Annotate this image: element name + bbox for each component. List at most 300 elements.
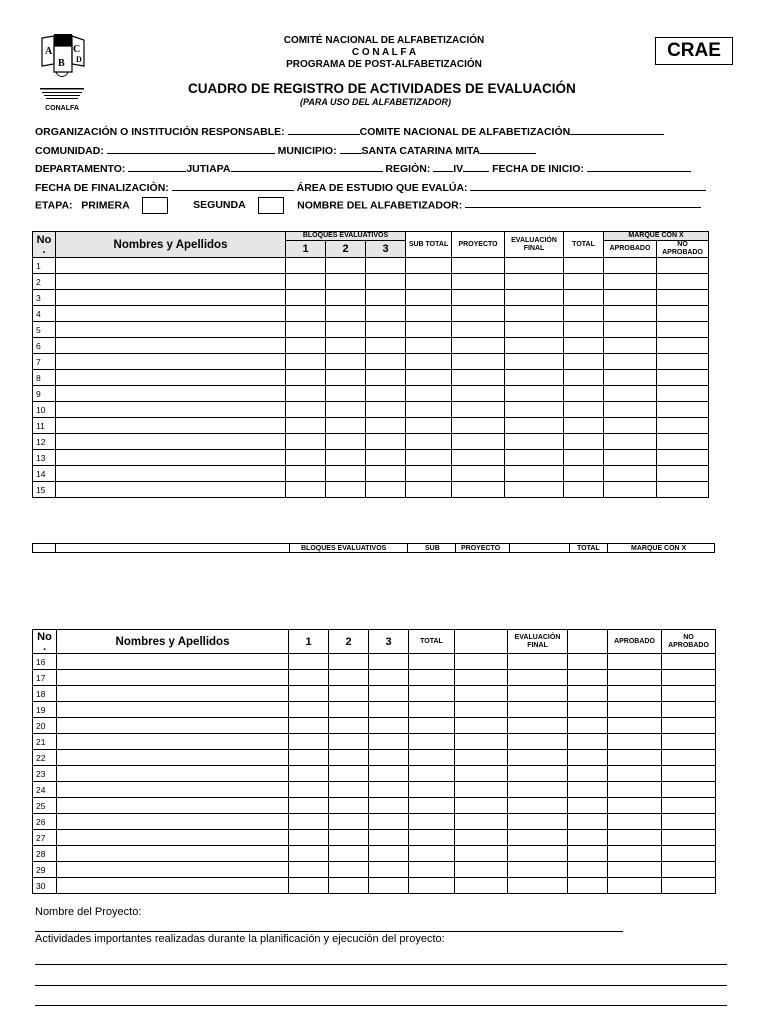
name-cell[interactable] [56,274,286,290]
actividades-line-3[interactable] [35,1005,727,1006]
score-cell[interactable] [455,670,508,686]
score-cell[interactable] [505,354,564,370]
score-cell[interactable] [568,766,608,782]
score-cell[interactable] [366,290,406,306]
score-cell[interactable] [326,386,366,402]
score-cell[interactable] [406,418,452,434]
score-cell[interactable] [662,782,716,798]
score-cell[interactable] [452,274,505,290]
score-cell[interactable] [452,434,505,450]
score-cell[interactable] [289,814,329,830]
score-cell[interactable] [662,846,716,862]
score-cell[interactable] [289,878,329,894]
score-cell[interactable] [289,702,329,718]
score-cell[interactable] [657,450,709,466]
score-cell[interactable] [369,670,409,686]
score-cell[interactable] [369,734,409,750]
score-cell[interactable] [326,306,366,322]
score-cell[interactable] [508,686,568,702]
score-cell[interactable] [406,466,452,482]
score-cell[interactable] [366,402,406,418]
score-cell[interactable] [409,750,455,766]
score-cell[interactable] [604,370,657,386]
score-cell[interactable] [409,702,455,718]
score-cell[interactable] [564,258,604,274]
score-cell[interactable] [409,654,455,670]
score-cell[interactable] [289,718,329,734]
score-cell[interactable] [455,654,508,670]
score-cell[interactable] [409,670,455,686]
departamento-blank[interactable] [128,161,186,172]
score-cell[interactable] [329,718,369,734]
score-cell[interactable] [505,466,564,482]
score-cell[interactable] [286,258,326,274]
score-cell[interactable] [289,766,329,782]
score-cell[interactable] [369,846,409,862]
score-cell[interactable] [286,354,326,370]
score-cell[interactable] [406,370,452,386]
score-cell[interactable] [452,306,505,322]
score-cell[interactable] [369,862,409,878]
score-cell[interactable] [329,814,369,830]
name-cell[interactable] [57,686,289,702]
score-cell[interactable] [406,338,452,354]
score-cell[interactable] [452,338,505,354]
score-cell[interactable] [508,766,568,782]
score-cell[interactable] [662,814,716,830]
score-cell[interactable] [286,402,326,418]
score-cell[interactable] [406,274,452,290]
score-cell[interactable] [406,402,452,418]
score-cell[interactable] [329,862,369,878]
score-cell[interactable] [366,274,406,290]
score-cell[interactable] [406,386,452,402]
score-cell[interactable] [662,686,716,702]
org-blank[interactable] [288,124,360,135]
score-cell[interactable] [406,306,452,322]
score-cell[interactable] [508,878,568,894]
score-cell[interactable] [455,734,508,750]
score-cell[interactable] [564,338,604,354]
score-cell[interactable] [662,798,716,814]
score-cell[interactable] [329,782,369,798]
score-cell[interactable] [508,734,568,750]
score-cell[interactable] [366,306,406,322]
score-cell[interactable] [455,862,508,878]
name-cell[interactable] [56,370,286,386]
actividades-line-2[interactable] [35,985,727,986]
segunda-checkbox[interactable] [258,197,284,214]
name-cell[interactable] [57,862,289,878]
score-cell[interactable] [568,846,608,862]
score-cell[interactable] [604,450,657,466]
score-cell[interactable] [608,782,662,798]
score-cell[interactable] [662,702,716,718]
score-cell[interactable] [289,734,329,750]
name-cell[interactable] [56,290,286,306]
score-cell[interactable] [604,274,657,290]
score-cell[interactable] [505,434,564,450]
score-cell[interactable] [568,734,608,750]
score-cell[interactable] [455,782,508,798]
score-cell[interactable] [568,798,608,814]
score-cell[interactable] [329,878,369,894]
score-cell[interactable] [369,830,409,846]
score-cell[interactable] [662,718,716,734]
score-cell[interactable] [608,814,662,830]
score-cell[interactable] [409,734,455,750]
score-cell[interactable] [366,338,406,354]
name-cell[interactable] [57,734,289,750]
name-cell[interactable] [57,718,289,734]
score-cell[interactable] [455,846,508,862]
score-cell[interactable] [608,798,662,814]
score-cell[interactable] [657,482,709,498]
score-cell[interactable] [508,798,568,814]
score-cell[interactable] [326,290,366,306]
score-cell[interactable] [369,686,409,702]
score-cell[interactable] [568,654,608,670]
score-cell[interactable] [657,402,709,418]
score-cell[interactable] [366,418,406,434]
score-cell[interactable] [409,862,455,878]
name-cell[interactable] [56,354,286,370]
score-cell[interactable] [326,450,366,466]
score-cell[interactable] [604,402,657,418]
score-cell[interactable] [508,702,568,718]
score-cell[interactable] [604,322,657,338]
score-cell[interactable] [452,450,505,466]
score-cell[interactable] [608,670,662,686]
score-cell[interactable] [455,702,508,718]
score-cell[interactable] [369,798,409,814]
score-cell[interactable] [289,782,329,798]
score-cell[interactable] [455,750,508,766]
score-cell[interactable] [505,450,564,466]
score-cell[interactable] [657,322,709,338]
name-cell[interactable] [57,798,289,814]
primera-checkbox[interactable] [142,197,168,214]
name-cell[interactable] [57,750,289,766]
comunidad-field[interactable] [107,143,275,154]
area-field[interactable] [470,180,706,191]
score-cell[interactable] [329,830,369,846]
score-cell[interactable] [505,274,564,290]
score-cell[interactable] [326,418,366,434]
score-cell[interactable] [452,466,505,482]
score-cell[interactable] [657,338,709,354]
departamento-blank-2[interactable] [231,161,383,172]
score-cell[interactable] [366,466,406,482]
score-cell[interactable] [568,830,608,846]
score-cell[interactable] [608,750,662,766]
score-cell[interactable] [289,830,329,846]
score-cell[interactable] [568,686,608,702]
score-cell[interactable] [662,750,716,766]
score-cell[interactable] [608,718,662,734]
score-cell[interactable] [409,782,455,798]
score-cell[interactable] [564,450,604,466]
score-cell[interactable] [505,290,564,306]
score-cell[interactable] [505,482,564,498]
score-cell[interactable] [662,862,716,878]
score-cell[interactable] [286,370,326,386]
score-cell[interactable] [326,402,366,418]
name-cell[interactable] [57,782,289,798]
name-cell[interactable] [57,654,289,670]
score-cell[interactable] [508,782,568,798]
score-cell[interactable] [452,354,505,370]
score-cell[interactable] [329,654,369,670]
name-cell[interactable] [56,258,286,274]
score-cell[interactable] [326,338,366,354]
score-cell[interactable] [604,290,657,306]
score-cell[interactable] [604,482,657,498]
score-cell[interactable] [286,338,326,354]
score-cell[interactable] [286,322,326,338]
score-cell[interactable] [564,274,604,290]
score-cell[interactable] [505,322,564,338]
score-cell[interactable] [564,386,604,402]
score-cell[interactable] [326,434,366,450]
score-cell[interactable] [657,306,709,322]
score-cell[interactable] [289,686,329,702]
score-cell[interactable] [326,274,366,290]
score-cell[interactable] [564,290,604,306]
score-cell[interactable] [409,718,455,734]
name-cell[interactable] [56,434,286,450]
score-cell[interactable] [452,402,505,418]
score-cell[interactable] [286,434,326,450]
score-cell[interactable] [604,354,657,370]
score-cell[interactable] [409,766,455,782]
fecha-inicio-field[interactable] [587,161,691,172]
score-cell[interactable] [564,402,604,418]
score-cell[interactable] [564,370,604,386]
score-cell[interactable] [662,766,716,782]
score-cell[interactable] [604,306,657,322]
name-cell[interactable] [57,702,289,718]
score-cell[interactable] [289,846,329,862]
name-cell[interactable] [57,878,289,894]
score-cell[interactable] [452,370,505,386]
name-cell[interactable] [57,766,289,782]
score-cell[interactable] [564,354,604,370]
score-cell[interactable] [326,466,366,482]
score-cell[interactable] [369,702,409,718]
score-cell[interactable] [568,782,608,798]
score-cell[interactable] [505,306,564,322]
score-cell[interactable] [455,878,508,894]
score-cell[interactable] [329,686,369,702]
score-cell[interactable] [369,766,409,782]
name-cell[interactable] [57,670,289,686]
score-cell[interactable] [568,702,608,718]
score-cell[interactable] [608,702,662,718]
score-cell[interactable] [286,306,326,322]
score-cell[interactable] [455,718,508,734]
score-cell[interactable] [409,686,455,702]
score-cell[interactable] [369,782,409,798]
score-cell[interactable] [329,734,369,750]
score-cell[interactable] [568,862,608,878]
score-cell[interactable] [455,686,508,702]
score-cell[interactable] [326,354,366,370]
score-cell[interactable] [657,354,709,370]
score-cell[interactable] [369,654,409,670]
score-cell[interactable] [286,466,326,482]
score-cell[interactable] [366,386,406,402]
score-cell[interactable] [286,290,326,306]
score-cell[interactable] [608,686,662,702]
score-cell[interactable] [568,670,608,686]
score-cell[interactable] [608,654,662,670]
score-cell[interactable] [662,878,716,894]
score-cell[interactable] [505,370,564,386]
score-cell[interactable] [369,814,409,830]
name-cell[interactable] [56,386,286,402]
score-cell[interactable] [455,798,508,814]
score-cell[interactable] [409,798,455,814]
score-cell[interactable] [508,862,568,878]
score-cell[interactable] [564,482,604,498]
score-cell[interactable] [366,482,406,498]
score-cell[interactable] [366,258,406,274]
score-cell[interactable] [657,290,709,306]
score-cell[interactable] [568,750,608,766]
score-cell[interactable] [326,370,366,386]
score-cell[interactable] [564,434,604,450]
score-cell[interactable] [508,670,568,686]
score-cell[interactable] [505,418,564,434]
proyecto-line[interactable] [35,931,623,932]
score-cell[interactable] [286,482,326,498]
score-cell[interactable] [409,814,455,830]
score-cell[interactable] [657,258,709,274]
score-cell[interactable] [568,878,608,894]
score-cell[interactable] [329,670,369,686]
score-cell[interactable] [657,434,709,450]
name-cell[interactable] [56,306,286,322]
score-cell[interactable] [505,402,564,418]
score-cell[interactable] [608,734,662,750]
score-cell[interactable] [608,846,662,862]
score-cell[interactable] [508,846,568,862]
score-cell[interactable] [452,482,505,498]
score-cell[interactable] [329,766,369,782]
score-cell[interactable] [657,466,709,482]
score-cell[interactable] [329,798,369,814]
score-cell[interactable] [369,878,409,894]
score-cell[interactable] [326,258,366,274]
score-cell[interactable] [508,814,568,830]
actividades-line-1[interactable] [35,964,727,965]
score-cell[interactable] [326,482,366,498]
score-cell[interactable] [329,750,369,766]
score-cell[interactable] [366,322,406,338]
score-cell[interactable] [657,370,709,386]
municipio-blank[interactable] [340,143,362,154]
alfabetizador-field[interactable] [465,197,701,208]
score-cell[interactable] [662,670,716,686]
score-cell[interactable] [366,434,406,450]
score-cell[interactable] [406,258,452,274]
score-cell[interactable] [604,258,657,274]
name-cell[interactable] [57,846,289,862]
region-blank[interactable] [433,161,453,172]
score-cell[interactable] [286,418,326,434]
score-cell[interactable] [608,878,662,894]
score-cell[interactable] [409,846,455,862]
fecha-fin-field[interactable] [172,180,294,191]
score-cell[interactable] [369,750,409,766]
score-cell[interactable] [608,862,662,878]
score-cell[interactable] [568,718,608,734]
score-cell[interactable] [286,386,326,402]
name-cell[interactable] [56,466,286,482]
score-cell[interactable] [289,670,329,686]
score-cell[interactable] [406,322,452,338]
score-cell[interactable] [329,846,369,862]
score-cell[interactable] [455,766,508,782]
score-cell[interactable] [564,418,604,434]
score-cell[interactable] [604,434,657,450]
name-cell[interactable] [56,338,286,354]
score-cell[interactable] [452,322,505,338]
score-cell[interactable] [409,830,455,846]
score-cell[interactable] [564,466,604,482]
score-cell[interactable] [366,354,406,370]
score-cell[interactable] [508,654,568,670]
score-cell[interactable] [657,274,709,290]
score-cell[interactable] [604,386,657,402]
score-cell[interactable] [657,386,709,402]
name-cell[interactable] [56,418,286,434]
score-cell[interactable] [455,830,508,846]
score-cell[interactable] [286,274,326,290]
score-cell[interactable] [406,450,452,466]
region-blank-2[interactable] [463,161,489,172]
municipio-blank-2[interactable] [480,143,536,154]
score-cell[interactable] [406,482,452,498]
score-cell[interactable] [657,418,709,434]
name-cell[interactable] [56,482,286,498]
score-cell[interactable] [564,322,604,338]
score-cell[interactable] [289,862,329,878]
score-cell[interactable] [508,718,568,734]
score-cell[interactable] [326,322,366,338]
score-cell[interactable] [508,830,568,846]
org-blank-2[interactable] [570,124,664,135]
score-cell[interactable] [366,370,406,386]
score-cell[interactable] [369,718,409,734]
score-cell[interactable] [452,386,505,402]
score-cell[interactable] [452,290,505,306]
score-cell[interactable] [505,386,564,402]
score-cell[interactable] [608,766,662,782]
score-cell[interactable] [662,830,716,846]
score-cell[interactable] [366,450,406,466]
score-cell[interactable] [604,338,657,354]
score-cell[interactable] [289,798,329,814]
score-cell[interactable] [452,258,505,274]
score-cell[interactable] [564,306,604,322]
name-cell[interactable] [57,814,289,830]
score-cell[interactable] [329,702,369,718]
score-cell[interactable] [406,290,452,306]
name-cell[interactable] [56,322,286,338]
score-cell[interactable] [604,466,657,482]
